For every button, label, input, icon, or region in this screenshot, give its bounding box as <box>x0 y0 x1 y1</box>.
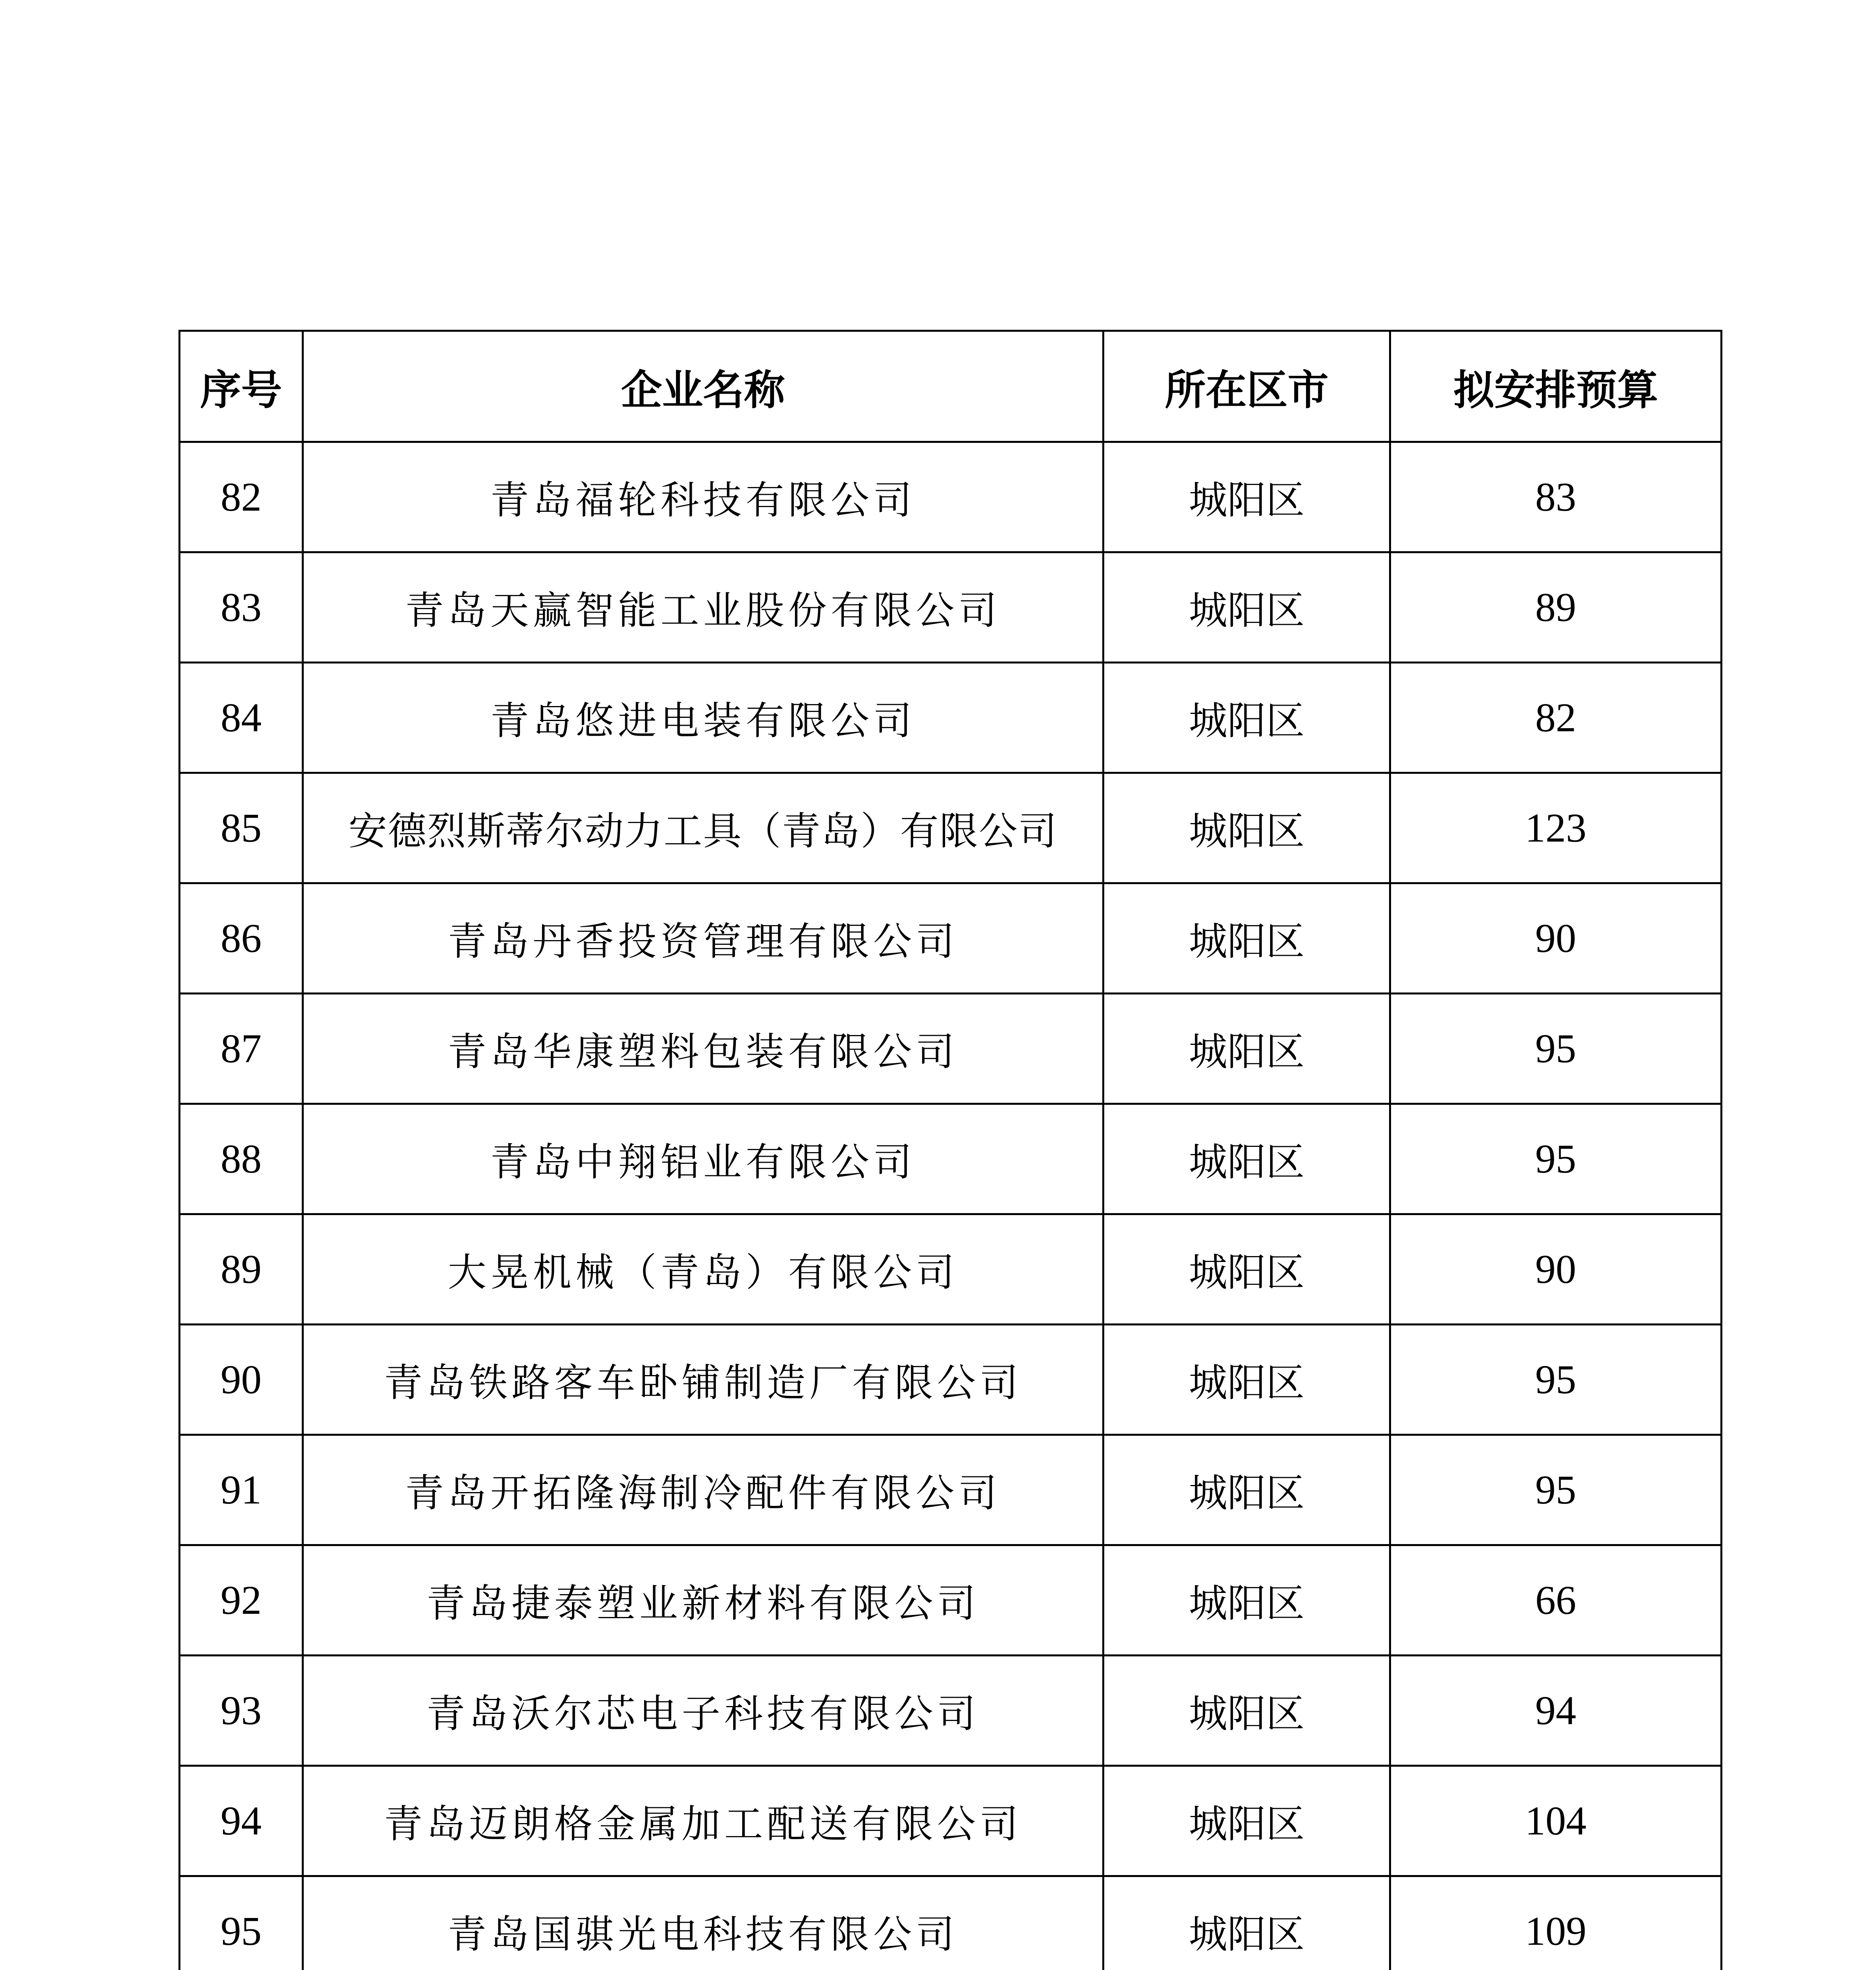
table-row <box>180 883 1722 994</box>
row-district: 城阳区 <box>1103 1214 1390 1325</box>
header-budget: 拟安排预算 <box>1390 331 1722 442</box>
table-header-row <box>180 331 1722 442</box>
row-index: 92 <box>180 1545 303 1656</box>
row-index: 87 <box>180 994 303 1104</box>
table-row <box>180 994 1722 1104</box>
row-budget: 82 <box>1390 663 1722 773</box>
row-company-name: 青岛华康塑料包装有限公司 <box>303 994 1103 1104</box>
table-row <box>180 1435 1722 1545</box>
row-district: 城阳区 <box>1103 1766 1390 1876</box>
row-district: 城阳区 <box>1103 1435 1390 1545</box>
row-company-name: 青岛丹香投资管理有限公司 <box>303 883 1103 994</box>
row-company-name: 青岛天赢智能工业股份有限公司 <box>303 552 1103 663</box>
row-district: 城阳区 <box>1103 1325 1390 1435</box>
table-row <box>180 1876 1722 1970</box>
row-budget: 90 <box>1390 883 1722 994</box>
table-row <box>180 1656 1722 1766</box>
header-district: 所在区市 <box>1103 331 1390 442</box>
row-budget: 90 <box>1390 1214 1722 1325</box>
row-index: 86 <box>180 883 303 994</box>
row-district: 城阳区 <box>1103 442 1390 552</box>
row-company-name: 大晃机械（青岛）有限公司 <box>303 1214 1103 1325</box>
row-budget: 95 <box>1390 994 1722 1104</box>
row-index: 85 <box>180 773 303 883</box>
table-row <box>180 1214 1722 1325</box>
row-company-name: 青岛国骐光电科技有限公司 <box>303 1876 1103 1970</box>
row-company-name: 青岛捷泰塑业新材料有限公司 <box>303 1545 1103 1656</box>
row-index: 83 <box>180 552 303 663</box>
row-index: 91 <box>180 1435 303 1545</box>
row-district: 城阳区 <box>1103 663 1390 773</box>
row-index: 93 <box>180 1656 303 1766</box>
row-index: 88 <box>180 1104 303 1214</box>
row-budget: 66 <box>1390 1545 1722 1656</box>
row-index: 89 <box>180 1214 303 1325</box>
row-budget: 95 <box>1390 1435 1722 1545</box>
row-district: 城阳区 <box>1103 1876 1390 1970</box>
table-row <box>180 552 1722 663</box>
table-row <box>180 663 1722 773</box>
row-company-name: 青岛开拓隆海制冷配件有限公司 <box>303 1435 1103 1545</box>
budget-table <box>178 330 1722 1970</box>
row-district: 城阳区 <box>1103 1656 1390 1766</box>
row-budget: 123 <box>1390 773 1722 883</box>
row-budget: 104 <box>1390 1766 1722 1876</box>
row-budget: 95 <box>1390 1325 1722 1435</box>
row-company-name: 青岛迈朗格金属加工配送有限公司 <box>303 1766 1103 1876</box>
header-index: 序号 <box>180 331 303 442</box>
row-index: 90 <box>180 1325 303 1435</box>
row-index: 94 <box>180 1766 303 1876</box>
table-row <box>180 1325 1722 1435</box>
row-index: 95 <box>180 1876 303 1970</box>
row-company-name: 安德烈斯蒂尔动力工具（青岛）有限公司 <box>303 773 1103 883</box>
row-district: 城阳区 <box>1103 1545 1390 1656</box>
row-index: 84 <box>180 663 303 773</box>
header-company-name: 企业名称 <box>303 331 1103 442</box>
row-district: 城阳区 <box>1103 552 1390 663</box>
row-district: 城阳区 <box>1103 1104 1390 1214</box>
table-row <box>180 442 1722 552</box>
row-index: 82 <box>180 442 303 552</box>
row-budget: 89 <box>1390 552 1722 663</box>
table-row <box>180 1545 1722 1656</box>
table-row <box>180 773 1722 883</box>
row-budget: 109 <box>1390 1876 1722 1970</box>
table-row <box>180 1104 1722 1214</box>
row-budget: 83 <box>1390 442 1722 552</box>
table-row <box>180 1766 1722 1876</box>
row-company-name: 青岛悠进电装有限公司 <box>303 663 1103 773</box>
row-company-name: 青岛福轮科技有限公司 <box>303 442 1103 552</box>
budget-table-container <box>178 330 1720 1970</box>
row-company-name: 青岛中翔铝业有限公司 <box>303 1104 1103 1214</box>
row-company-name: 青岛沃尔芯电子科技有限公司 <box>303 1656 1103 1766</box>
row-company-name: 青岛铁路客车卧铺制造厂有限公司 <box>303 1325 1103 1435</box>
row-district: 城阳区 <box>1103 883 1390 994</box>
row-budget: 95 <box>1390 1104 1722 1214</box>
row-budget: 94 <box>1390 1656 1722 1766</box>
row-district: 城阳区 <box>1103 994 1390 1104</box>
row-district: 城阳区 <box>1103 773 1390 883</box>
